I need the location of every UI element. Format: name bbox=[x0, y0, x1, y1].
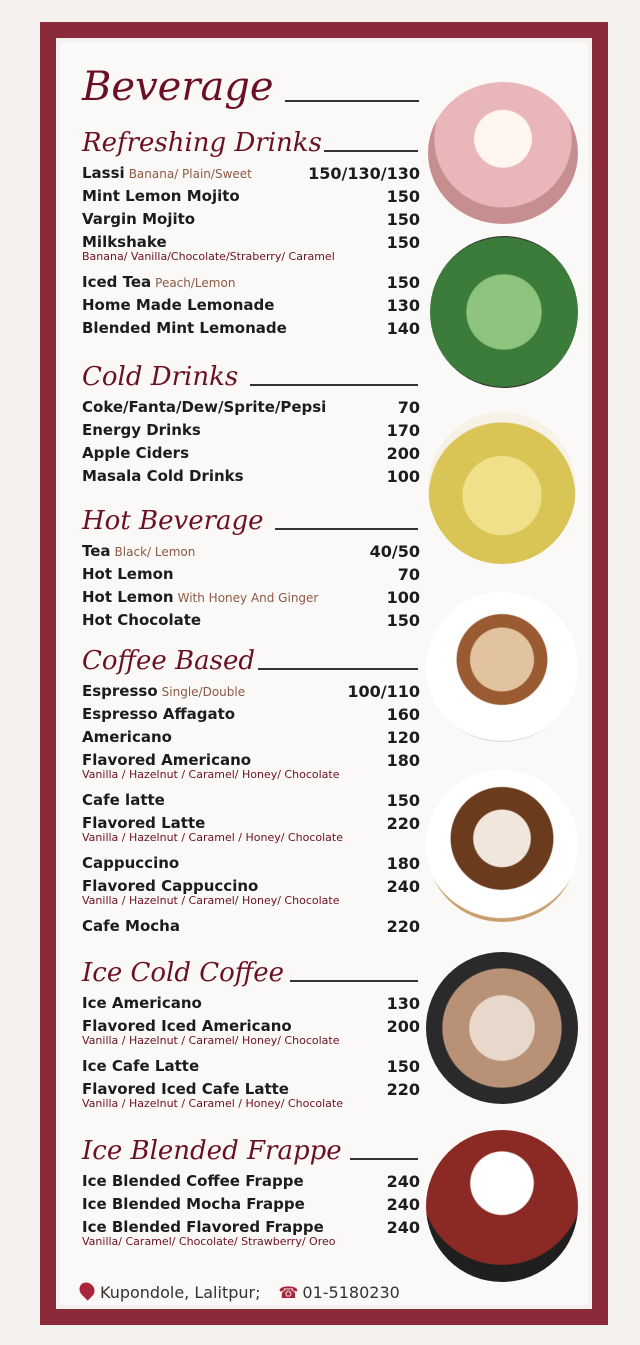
item-name: Cafe Mocha bbox=[82, 917, 180, 935]
address: Kupondole, Lalitpur; bbox=[80, 1282, 260, 1302]
item-name: Espresso Affagato bbox=[82, 705, 236, 723]
item-flavors: Vanilla / Hazelnut / Caramel/ Honey/ Chocolate bbox=[82, 768, 340, 781]
menu-item bbox=[82, 185, 420, 207]
section-rule bbox=[275, 528, 418, 530]
cappuccino-photo bbox=[426, 770, 578, 922]
menu-item bbox=[82, 726, 420, 748]
item-name: Blended Mint Lemonade bbox=[82, 319, 287, 337]
item-price: 150 bbox=[386, 272, 420, 292]
item-name: Coke/Fanta/Dew/Sprite/Pepsi bbox=[82, 398, 327, 416]
menu-item bbox=[82, 789, 420, 811]
title-rule bbox=[285, 100, 419, 102]
item-price: 150/130/130 bbox=[308, 163, 420, 183]
item-options: With Honey And Ginger bbox=[177, 591, 319, 605]
menu-item bbox=[82, 162, 420, 184]
item-price: 240 bbox=[386, 1194, 420, 1214]
menu-item bbox=[82, 586, 420, 608]
milkshake-photo bbox=[428, 82, 578, 224]
menu-item bbox=[82, 992, 420, 1014]
item-price: 150 bbox=[386, 186, 420, 206]
footer bbox=[80, 1282, 400, 1302]
item-flavors: Vanilla / Hazelnut / Caramel/ Honey/ Chocolate bbox=[82, 894, 340, 907]
item-name: Energy Drinks bbox=[82, 421, 201, 439]
menu-item bbox=[82, 1170, 420, 1192]
item-flavors: Vanilla / Hazelnut / Caramel / Honey/ Chocolate bbox=[82, 831, 343, 844]
menu-item bbox=[82, 396, 420, 418]
item-name: Ice Americano bbox=[82, 994, 202, 1012]
item-name: Vargin Mojito bbox=[82, 210, 196, 228]
item-name: Lassi Banana/ Plain/Sweet bbox=[82, 164, 252, 182]
item-flavors: Vanilla/ Caramel/ Chocolate/ Strawberry/ Oreo bbox=[82, 1235, 336, 1248]
item-price: 200 bbox=[386, 1016, 420, 1036]
item-name: Flavored Americano bbox=[82, 751, 252, 769]
item-name: Hot Lemon bbox=[82, 565, 174, 583]
item-name: Hot Chocolate bbox=[82, 611, 202, 629]
item-name: Mint Lemon Mojito bbox=[82, 187, 240, 205]
item-options: Black/ Lemon bbox=[114, 545, 196, 559]
menu-item bbox=[82, 271, 420, 293]
location-icon bbox=[76, 1279, 97, 1300]
item-price: 150 bbox=[386, 610, 420, 630]
item-name: Tea Black/ Lemon bbox=[82, 542, 196, 560]
phone: ☎ 01-5180230 bbox=[278, 1282, 400, 1302]
menu-item bbox=[82, 915, 420, 937]
section-rule bbox=[250, 384, 418, 386]
item-name: Flavored Cappuccino bbox=[82, 877, 259, 895]
item-price: 150 bbox=[386, 1056, 420, 1076]
item-price: 220 bbox=[386, 1079, 420, 1099]
item-price: 220 bbox=[386, 813, 420, 833]
item-price: 200 bbox=[386, 443, 420, 463]
item-options: Banana/ Plain/Sweet bbox=[128, 167, 252, 181]
section-title: Hot Beverage bbox=[82, 506, 264, 536]
section-rule bbox=[324, 150, 418, 152]
item-name: Milkshake bbox=[82, 233, 167, 251]
mojito-photo bbox=[430, 236, 578, 388]
item-name: Flavored Iced Cafe Latte bbox=[82, 1080, 289, 1098]
item-flavors: Vanilla / Hazelnut / Caramel/ Honey/ Chocolate bbox=[82, 1034, 340, 1047]
section-title: Refreshing Drinks bbox=[82, 128, 322, 158]
phone-icon: ☎ bbox=[278, 1282, 299, 1302]
item-name: Hot Lemon With Honey And Ginger bbox=[82, 588, 319, 606]
item-name: Flavored Iced Americano bbox=[82, 1017, 292, 1035]
section-title: Ice Cold Coffee bbox=[82, 958, 284, 988]
item-price: 70 bbox=[397, 397, 420, 417]
item-name: Americano bbox=[82, 728, 172, 746]
item-price: 100 bbox=[386, 466, 420, 486]
section-title: Coffee Based bbox=[82, 646, 255, 676]
item-name: Espresso Single/Double bbox=[82, 682, 246, 700]
item-name: Ice Blended Flavored Frappe bbox=[82, 1218, 324, 1236]
item-price: 120 bbox=[386, 727, 420, 747]
item-price: 240 bbox=[386, 1217, 420, 1237]
item-price: 150 bbox=[386, 232, 420, 252]
item-price: 70 bbox=[397, 564, 420, 584]
item-name: Masala Cold Drinks bbox=[82, 467, 244, 485]
tea-photo bbox=[428, 412, 576, 564]
menu-item bbox=[82, 703, 420, 725]
menu-item bbox=[82, 563, 420, 585]
iced-coffee-photo bbox=[426, 952, 578, 1104]
item-price: 220 bbox=[386, 916, 420, 936]
menu-item bbox=[82, 609, 420, 631]
menu-item bbox=[82, 208, 420, 230]
latte-photo bbox=[426, 592, 578, 742]
menu-item bbox=[82, 1193, 420, 1215]
item-price: 140 bbox=[386, 318, 420, 338]
menu-item bbox=[82, 465, 420, 487]
menu-item bbox=[82, 540, 420, 562]
section-rule bbox=[350, 1158, 418, 1160]
item-price: 130 bbox=[386, 993, 420, 1013]
item-name: Iced Tea Peach/Lemon bbox=[82, 273, 236, 291]
section-rule bbox=[258, 668, 418, 670]
item-price: 150 bbox=[386, 790, 420, 810]
frappe-photo bbox=[426, 1130, 578, 1282]
item-options: Single/Double bbox=[161, 685, 246, 699]
item-price: 100/110 bbox=[347, 681, 420, 701]
item-name: Ice Blended Coffee Frappe bbox=[82, 1172, 304, 1190]
item-price: 40/50 bbox=[369, 541, 420, 561]
item-price: 100 bbox=[386, 587, 420, 607]
menu-item bbox=[82, 680, 420, 702]
item-flavors: Vanilla / Hazelnut / Caramel / Honey/ Chocolate bbox=[82, 1097, 343, 1110]
item-name: Cafe latte bbox=[82, 791, 165, 809]
section-title: Cold Drinks bbox=[82, 362, 239, 392]
menu-item bbox=[82, 317, 420, 339]
item-name: Home Made Lemonade bbox=[82, 296, 275, 314]
item-price: 130 bbox=[386, 295, 420, 315]
item-price: 240 bbox=[386, 876, 420, 896]
item-price: 240 bbox=[386, 1171, 420, 1191]
item-options: Peach/Lemon bbox=[155, 276, 236, 290]
item-name: Ice Cafe Latte bbox=[82, 1057, 200, 1075]
page-title: Beverage bbox=[82, 64, 274, 110]
item-price: 160 bbox=[386, 704, 420, 724]
menu-item bbox=[82, 419, 420, 441]
menu-item bbox=[82, 852, 420, 874]
item-name: Flavored Latte bbox=[82, 814, 206, 832]
item-price: 180 bbox=[386, 750, 420, 770]
section-rule bbox=[290, 980, 418, 982]
section-title: Ice Blended Frappe bbox=[82, 1136, 342, 1166]
item-name: Ice Blended Mocha Frappe bbox=[82, 1195, 305, 1213]
menu-item bbox=[82, 1055, 420, 1077]
item-flavors: Banana/ Vanilla/Chocolate/Straberry/ Caramel bbox=[82, 250, 335, 263]
item-price: 150 bbox=[386, 209, 420, 229]
item-price: 180 bbox=[386, 853, 420, 873]
menu-item bbox=[82, 442, 420, 464]
item-name: Cappuccino bbox=[82, 854, 180, 872]
item-price: 170 bbox=[386, 420, 420, 440]
menu-item bbox=[82, 294, 420, 316]
item-name: Apple Ciders bbox=[82, 444, 190, 462]
